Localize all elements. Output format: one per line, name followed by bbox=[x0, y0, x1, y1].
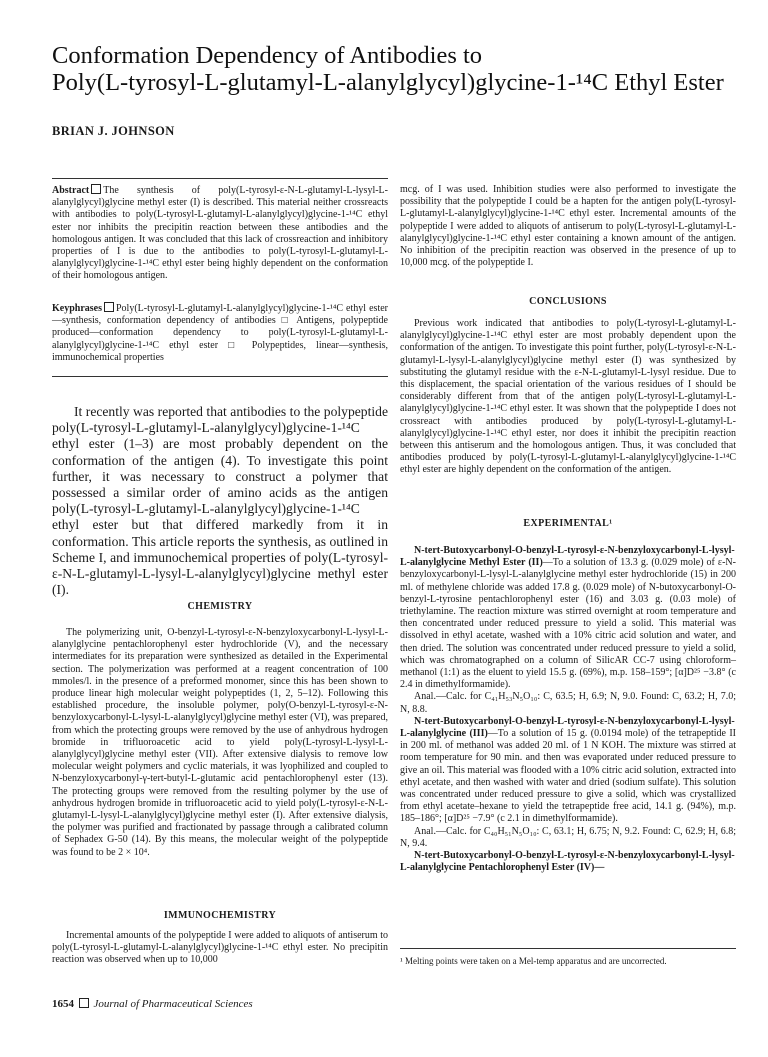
compound-ii-procedure: —To a solution of 13.3 g. (0.029 mole) of ε-N-benzyloxycarbonyl-L-lysyl-L-alanylglycine methyl ester hydrochloride (15) in 200 ml. of methylene chloride was added 17.8 g. (0.029 mole) of N-butoxycarbonyl-O-benzyl-L-tyrosine pentachlorophenyl ester (16) and 3.03 g. (0.03 mole) of triethylamine. The reaction mixture was stirred overnight at room temperature and then concentrated under reduced pressure to yield a solid. This material was dissolved in ethyl acetate, washed with a 10% citric acid solution and water, and then dried. The solution was concentrated under reduced pressure to yield a solid, which was chromatographed on a column of SilicAR CC-7 using chloroform–methanol (1:1) as the eluent to yield 15.5 g. (69%), m.p. 158–159°; [α]D²⁵ −3.8° (c 2.4 in dimethylformamide). bbox=[400, 557, 736, 691]
chemistry-section bbox=[52, 627, 388, 859]
box-icon bbox=[91, 184, 101, 194]
compound-iii-procedure: —To a solution of 15 g. (0.0194 mole) of the tetrapeptide II in 200 ml. of methanol was added 20 ml. of 1 N KOH. The mixture was stirred at room temperature for 90 min. and then was evaporated under reduced pressure to give an oil. This material was flooded with a 10% citric acid solution, extracted into ethyl acetate, and then washed with water and dried (sodium sulfate). This solution was concentrated under reduced pressure to give a solid, which was crystallized from ethyl acetate–hexane to yield the tetrapeptide free acid, 14.1 g. (94%), m.p. 185–186°; [α]D²⁵ −7.9° (c 2.1 in dimethylformamide). bbox=[400, 728, 736, 825]
title-line-1: Conformation Dependency of Antibodies to bbox=[52, 42, 483, 69]
box-icon bbox=[104, 302, 114, 312]
intro-paragraph bbox=[52, 404, 388, 598]
abstract-top-rule bbox=[52, 178, 388, 179]
immunochemistry-section bbox=[52, 930, 388, 967]
author-name: BRIAN J. JOHNSON bbox=[52, 124, 175, 138]
keyphrases-text: Poly(L-tyrosyl-L-glutamyl-L-alanylglycyl)glycine-1-¹⁴C ethyl ester—synthesis, conformation dependency of antibodies □ Antigens, polypeptide produced—conformation dependency to poly(L-tyrosyl-L-glutamyl-L-alanylglycyl)glycine-1-¹⁴C ethyl ester □ Polypeptides, linear—synthesis, immunochemical properties bbox=[52, 303, 388, 363]
abstract-label: Abstract bbox=[52, 185, 90, 196]
experimental-compound-iii bbox=[400, 716, 736, 826]
experimental-section bbox=[400, 545, 736, 874]
immunochemistry-continued bbox=[400, 184, 736, 269]
footnote-rule bbox=[400, 948, 736, 949]
section-heading-experimental: EXPERIMENTAL¹ bbox=[523, 518, 613, 529]
section-heading-chemistry: CHEMISTRY bbox=[187, 601, 253, 612]
compound-iii-name: N-tert-Butoxycarbonyl-O-benzyl-L-tyrosyl-ε-N-benzyloxycarbonyl-L-lysyl-L-alanylglycine (III) bbox=[400, 715, 735, 740]
compound-ii-analysis: Anal.—Calc. for C₄₁H₅₃N₅O₁₀: C, 63.5; H, 6.9; N, 9.0. Found: C, 63.2; H, 7.0; N, 8.8. bbox=[400, 691, 736, 715]
compound-iii-analysis: Anal.—Calc. for C₄₀H₅₁N₅O₁₀: C, 63.1; H, 6.75; N, 9.2. Found: C, 62.9; H, 6.8; N, 9.4. bbox=[400, 825, 736, 849]
keyphrases-block bbox=[52, 302, 388, 364]
box-icon bbox=[79, 998, 89, 1008]
chemistry-text: The polymerizing unit, O-benzyl-L-tyrosyl-ε-N-benzyloxycarbonyl-L-lysyl-L-alanylglycine pentachlorophenyl ester hydrochloride (V), and the necessary intermediates for its preparation were synthesized as detailed in the Experimental section. The polymerization was performed at a reagent concentration of 100 mmoles/l. in the presence of a preformed monomer, since this has been shown to produce linear high molecular weight polypeptides (1, 2, 5–12). Following this established procedure, the insoluble polymer, poly(O-benzyl-L-tyrosyl-ε-N-benzyloxycarbonyl-L-lysyl-L-alanylglycyl)glycine methyl ester (VI), was prepared, from which the protecting groups were removed by the use of anhydrous hydrogen bromide in trifluoroacetic acid to yield poly(L-tyrosyl-L-lysyl-L-alanylglycyl)glycine methyl ester (VII). After extensive dialysis to remove low molecular weight polymers and cyclic materials, it was lyophilized and coupled to N-benzyloxycarbonyl-γ-tert-butyl-L-glutamic acid pentachlorophenyl ester (13). The protecting groups were removed from the resulting polymer by the use of anhydrous hydrogen bromide in trifluoroacetic acid to yield poly(L-tyrosyl-ε-N-L-glutamyl-L-lysyl-L-alanylglycyl)glycine methyl ester (I). After extensive dialysis, the polymer was purified and fractionated by passage through a calibrated column of Sephadex G-50 (14). By this means, the molecular weight of the polypeptide was found to be 2 × 10⁴. bbox=[52, 627, 388, 858]
abstract-block bbox=[52, 184, 388, 283]
section-heading-conclusions: CONCLUSIONS bbox=[529, 296, 607, 307]
title-line-2: Poly(L-tyrosyl-L-glutamyl-L-alanylglycyl)glycine-1-¹⁴C Ethyl Ester bbox=[52, 69, 724, 96]
compound-iv-name: N-tert-Butoxycarbonyl-O-benzyl-L-tyrosyl-ε-N-benzyloxycarbonyl-L-lysyl-L-alanylglycine Pentachlorophenyl Ester (IV)— bbox=[400, 850, 735, 874]
keyphrases-label: Keyphrases bbox=[52, 303, 102, 314]
immunochemistry-continued-text: mcg. of I was used. Inhibition studies were also performed to investigate the possibility that the polypeptide I could be a hapten for the antigen poly(L-tyrosyl-L-glutamyl-L-alanylglycyl)glycine-1-¹⁴C ethyl ester. Incremental amounts of the polypeptide I were added to aliquots of antiserum to poly(L-tyrosyl-L-glutamyl-L-alanylglycyl)glycine-1-¹⁴C ethyl ester containing a known amount of the antigen. No inhibition of the precipitin reaction was observed in the presence of up to 10,000 mcg. of the polypeptide I. bbox=[400, 184, 736, 269]
footnote: ¹ Melting points were taken on a Mel-temp apparatus and are uncorrected. bbox=[400, 956, 667, 966]
conclusions-text: Previous work indicated that antibodies to poly(L-tyrosyl-L-glutamyl-L-alanylglycyl)glycine-1-¹⁴C ethyl ester are most probably dependent upon the conformation of the antigen. To investigate this point further, poly(L-tyrosyl-ε-N-L-glutamyl-L-lysyl-L-alanylglycyl)glycine methyl ester (I) was synthesized by substituting the glutamyl residue with the ε-N-L-glutamyl-L-lysyl residue. Due to this displacement, the spacial orientation of the various residues of I should be considerably different from that of the antigen poly(L-tyrosyl-L-glutamyl-L-alanylglycyl)glycine-1-¹⁴C ethyl ester. It was shown that the polypeptide I does not crossreact with antibodies produced by poly(L-tyrosyl-L-glutamyl-L-alanylglycyl)glycine-1-¹⁴C ethyl ester, nor does it inhibit the precipitin reaction between this antiserum and the homologous antigen. Thus, it was concluded that antibodies produced by poly(L-tyrosyl-L-glutamyl-L-alanylglycyl)glycine-1-¹⁴C ethyl ester are highly dependent on the conformation of the antigen. bbox=[400, 318, 736, 476]
compound-ii-name: N-tert-Butoxycarbonyl-O-benzyl-L-tyrosyl-ε-N-benzyloxycarbonyl-L-lysyl-L-alanylglycine Methyl Ester (II) bbox=[400, 545, 735, 569]
paper-title bbox=[52, 42, 742, 96]
journal-name: Journal of Pharmaceutical Sciences bbox=[93, 998, 253, 1010]
intro-text: It recently was reported that antibodies to the polypeptide poly(L-tyrosyl-L-glutamyl-L-alanylglycyl)glycine-1-¹⁴C ethyl ester (1–3) are most probably dependent on the conformation of the antigen (4). To investigate this point further, it was necessary to construct a polymer that possessed a similar order of amino acids as the antigen poly(L-tyrosyl-L-glutamyl-L-alanylglycyl)glycine-1-¹⁴C ethyl ester but that differed markedly from it in conformation. This article reports the synthesis, as outlined in Scheme I, and immunochemical properties of poly(L-tyrosyl-ε-N-L-glutamyl-L-lysyl-L-alanylglycyl)glycine methyl ester (I). bbox=[52, 404, 388, 598]
conclusions-section bbox=[400, 318, 736, 477]
page-footer bbox=[52, 998, 253, 1010]
section-heading-immunochemistry: IMMUNOCHEMISTRY bbox=[163, 910, 277, 921]
abstract-text: The synthesis of poly(L-tyrosyl-ε-N-L-glutamyl-L-lysyl-L-alanylglycyl)glycine methyl ester (I) is described. This material neither crossreacts with antibodies to poly(L-tyrosyl-L-glutamyl-L-alanylglycyl)glycine-1-¹⁴C ethyl ester nor inhibits the precipitin reaction between these antibodies and the homologous antigen. It was concluded that this lack of crossreaction and inhibitory properties of I is due to the antibodies to poly(L-tyrosyl-L-glutamyl-L-alanylglycyl)glycine-1-¹⁴C ethyl ester being highly dependent on the conformation of their homologous antigen. bbox=[52, 185, 388, 282]
abstract-bottom-rule bbox=[52, 376, 388, 377]
page-number: 1654 bbox=[52, 998, 74, 1010]
experimental-compound-ii bbox=[400, 545, 736, 691]
immunochemistry-text: Incremental amounts of the polypeptide I were added to aliquots of antiserum to poly(L-tyrosyl-L-glutamyl-L-alanylglycyl)glycine-1-¹⁴C ethyl ester. No precipitin reaction was observed when up to 10,000 bbox=[52, 930, 388, 966]
